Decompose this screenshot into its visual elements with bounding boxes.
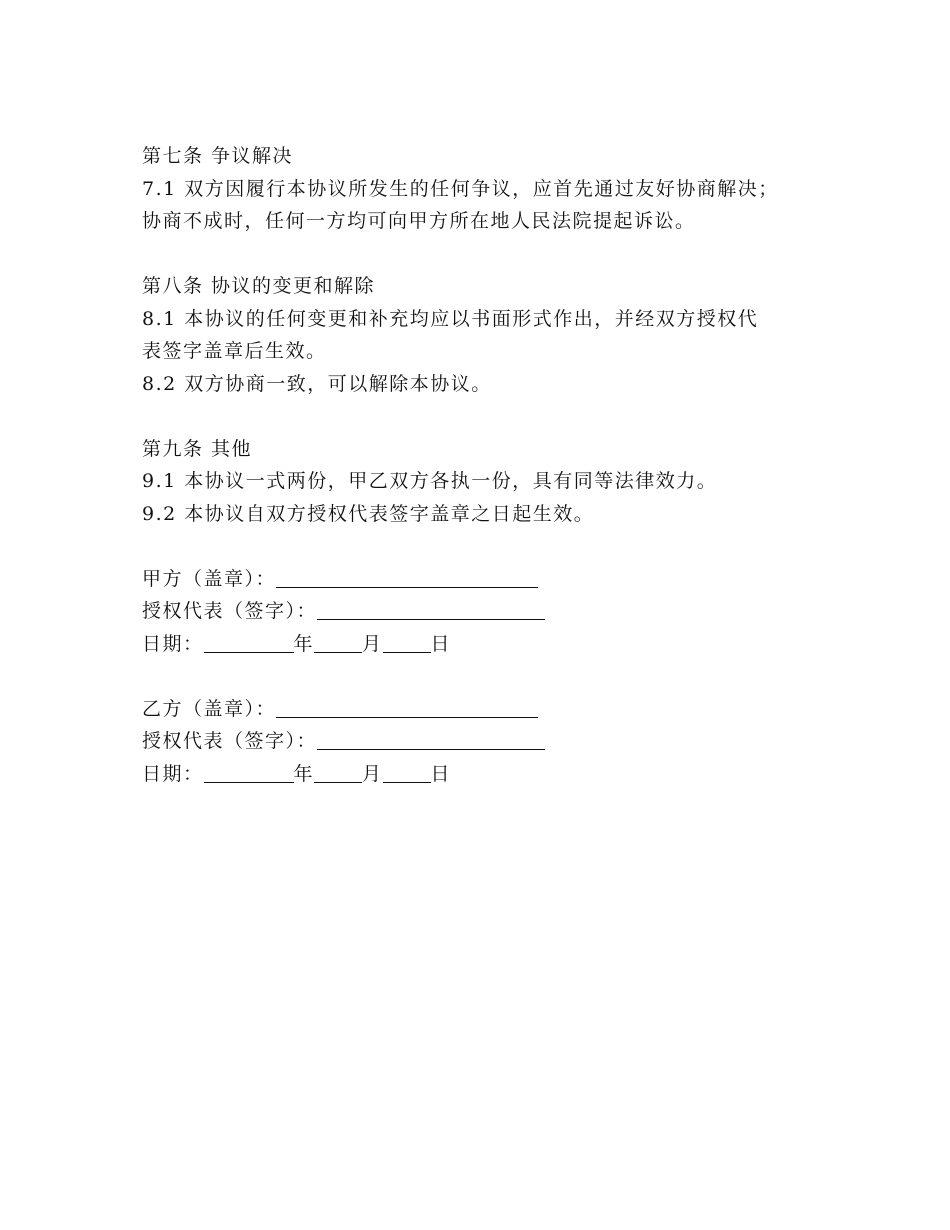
party-b-month-blank bbox=[314, 763, 362, 783]
party-b-date-label: 日期： bbox=[142, 762, 204, 785]
party-a-seal-blank bbox=[276, 568, 538, 588]
party-a-seal-label: 甲方（盖章）： bbox=[142, 567, 277, 590]
party-a-date-row bbox=[142, 628, 842, 661]
party-a-month-label: 月 bbox=[362, 632, 383, 655]
party-b-year-label: 年 bbox=[293, 762, 315, 785]
contract-page bbox=[142, 140, 842, 790]
clause-7-1-line-1: 7.1 双方因履行本协议所发生的任何争议，应首先通过友好协商解决； bbox=[142, 177, 779, 200]
party-b-seal-label: 乙方（盖章）： bbox=[142, 697, 277, 720]
party-a-signature-block bbox=[142, 563, 842, 661]
party-b-seal-row bbox=[142, 693, 842, 726]
section-7-heading: 第七条 争议解决 bbox=[142, 145, 294, 167]
spacer bbox=[142, 530, 842, 563]
party-a-rep-label: 授权代表（签字）： bbox=[142, 600, 318, 622]
clause-7-1-line-2: 协商不成时，任何一方均可向甲方所在地人民法院提起诉讼。 bbox=[142, 210, 696, 232]
party-a-rep-blank bbox=[317, 600, 545, 620]
party-a-rep-row bbox=[142, 595, 842, 628]
party-a-day-blank bbox=[383, 633, 431, 653]
party-b-signature-block bbox=[142, 693, 842, 791]
party-a-month-blank bbox=[314, 633, 362, 653]
clause-8-1-line-1: 8.1 本协议的任何变更和补充均应以书面形式作出，并经双方授权代 bbox=[142, 307, 759, 330]
party-a-year-blank bbox=[204, 633, 294, 653]
party-a-day-label: 日 bbox=[430, 632, 452, 655]
party-a-date-label: 日期： bbox=[142, 632, 204, 655]
party-b-rep-row bbox=[142, 725, 842, 758]
party-b-day-blank bbox=[383, 763, 431, 783]
clause-9-2: 9.2 本协议自双方授权代表签字盖章之日起生效。 bbox=[142, 502, 595, 525]
party-b-day-label: 日 bbox=[430, 762, 452, 785]
party-a-year-label: 年 bbox=[293, 632, 315, 655]
spacer bbox=[142, 660, 842, 693]
clause-8-2: 8.2 双方协商一致，可以解除本协议。 bbox=[142, 372, 492, 395]
spacer bbox=[142, 400, 842, 433]
party-a-seal-row bbox=[142, 563, 842, 596]
section-9-heading: 第九条 其他 bbox=[142, 437, 253, 460]
party-b-month-label: 月 bbox=[362, 762, 383, 785]
party-b-rep-label: 授权代表（签字）： bbox=[142, 730, 318, 752]
party-b-year-blank bbox=[204, 763, 294, 783]
clause-9-1: 9.1 本协议一式两份，甲乙双方各执一份，具有同等法律效力。 bbox=[142, 470, 718, 492]
spacer bbox=[142, 238, 842, 271]
party-b-date-row bbox=[142, 758, 842, 791]
party-b-seal-blank bbox=[276, 698, 538, 718]
clause-8-1-line-2: 表签字盖章后生效。 bbox=[142, 340, 327, 362]
party-b-rep-blank bbox=[317, 730, 545, 750]
section-8-heading: 第八条 协议的变更和解除 bbox=[142, 275, 376, 297]
